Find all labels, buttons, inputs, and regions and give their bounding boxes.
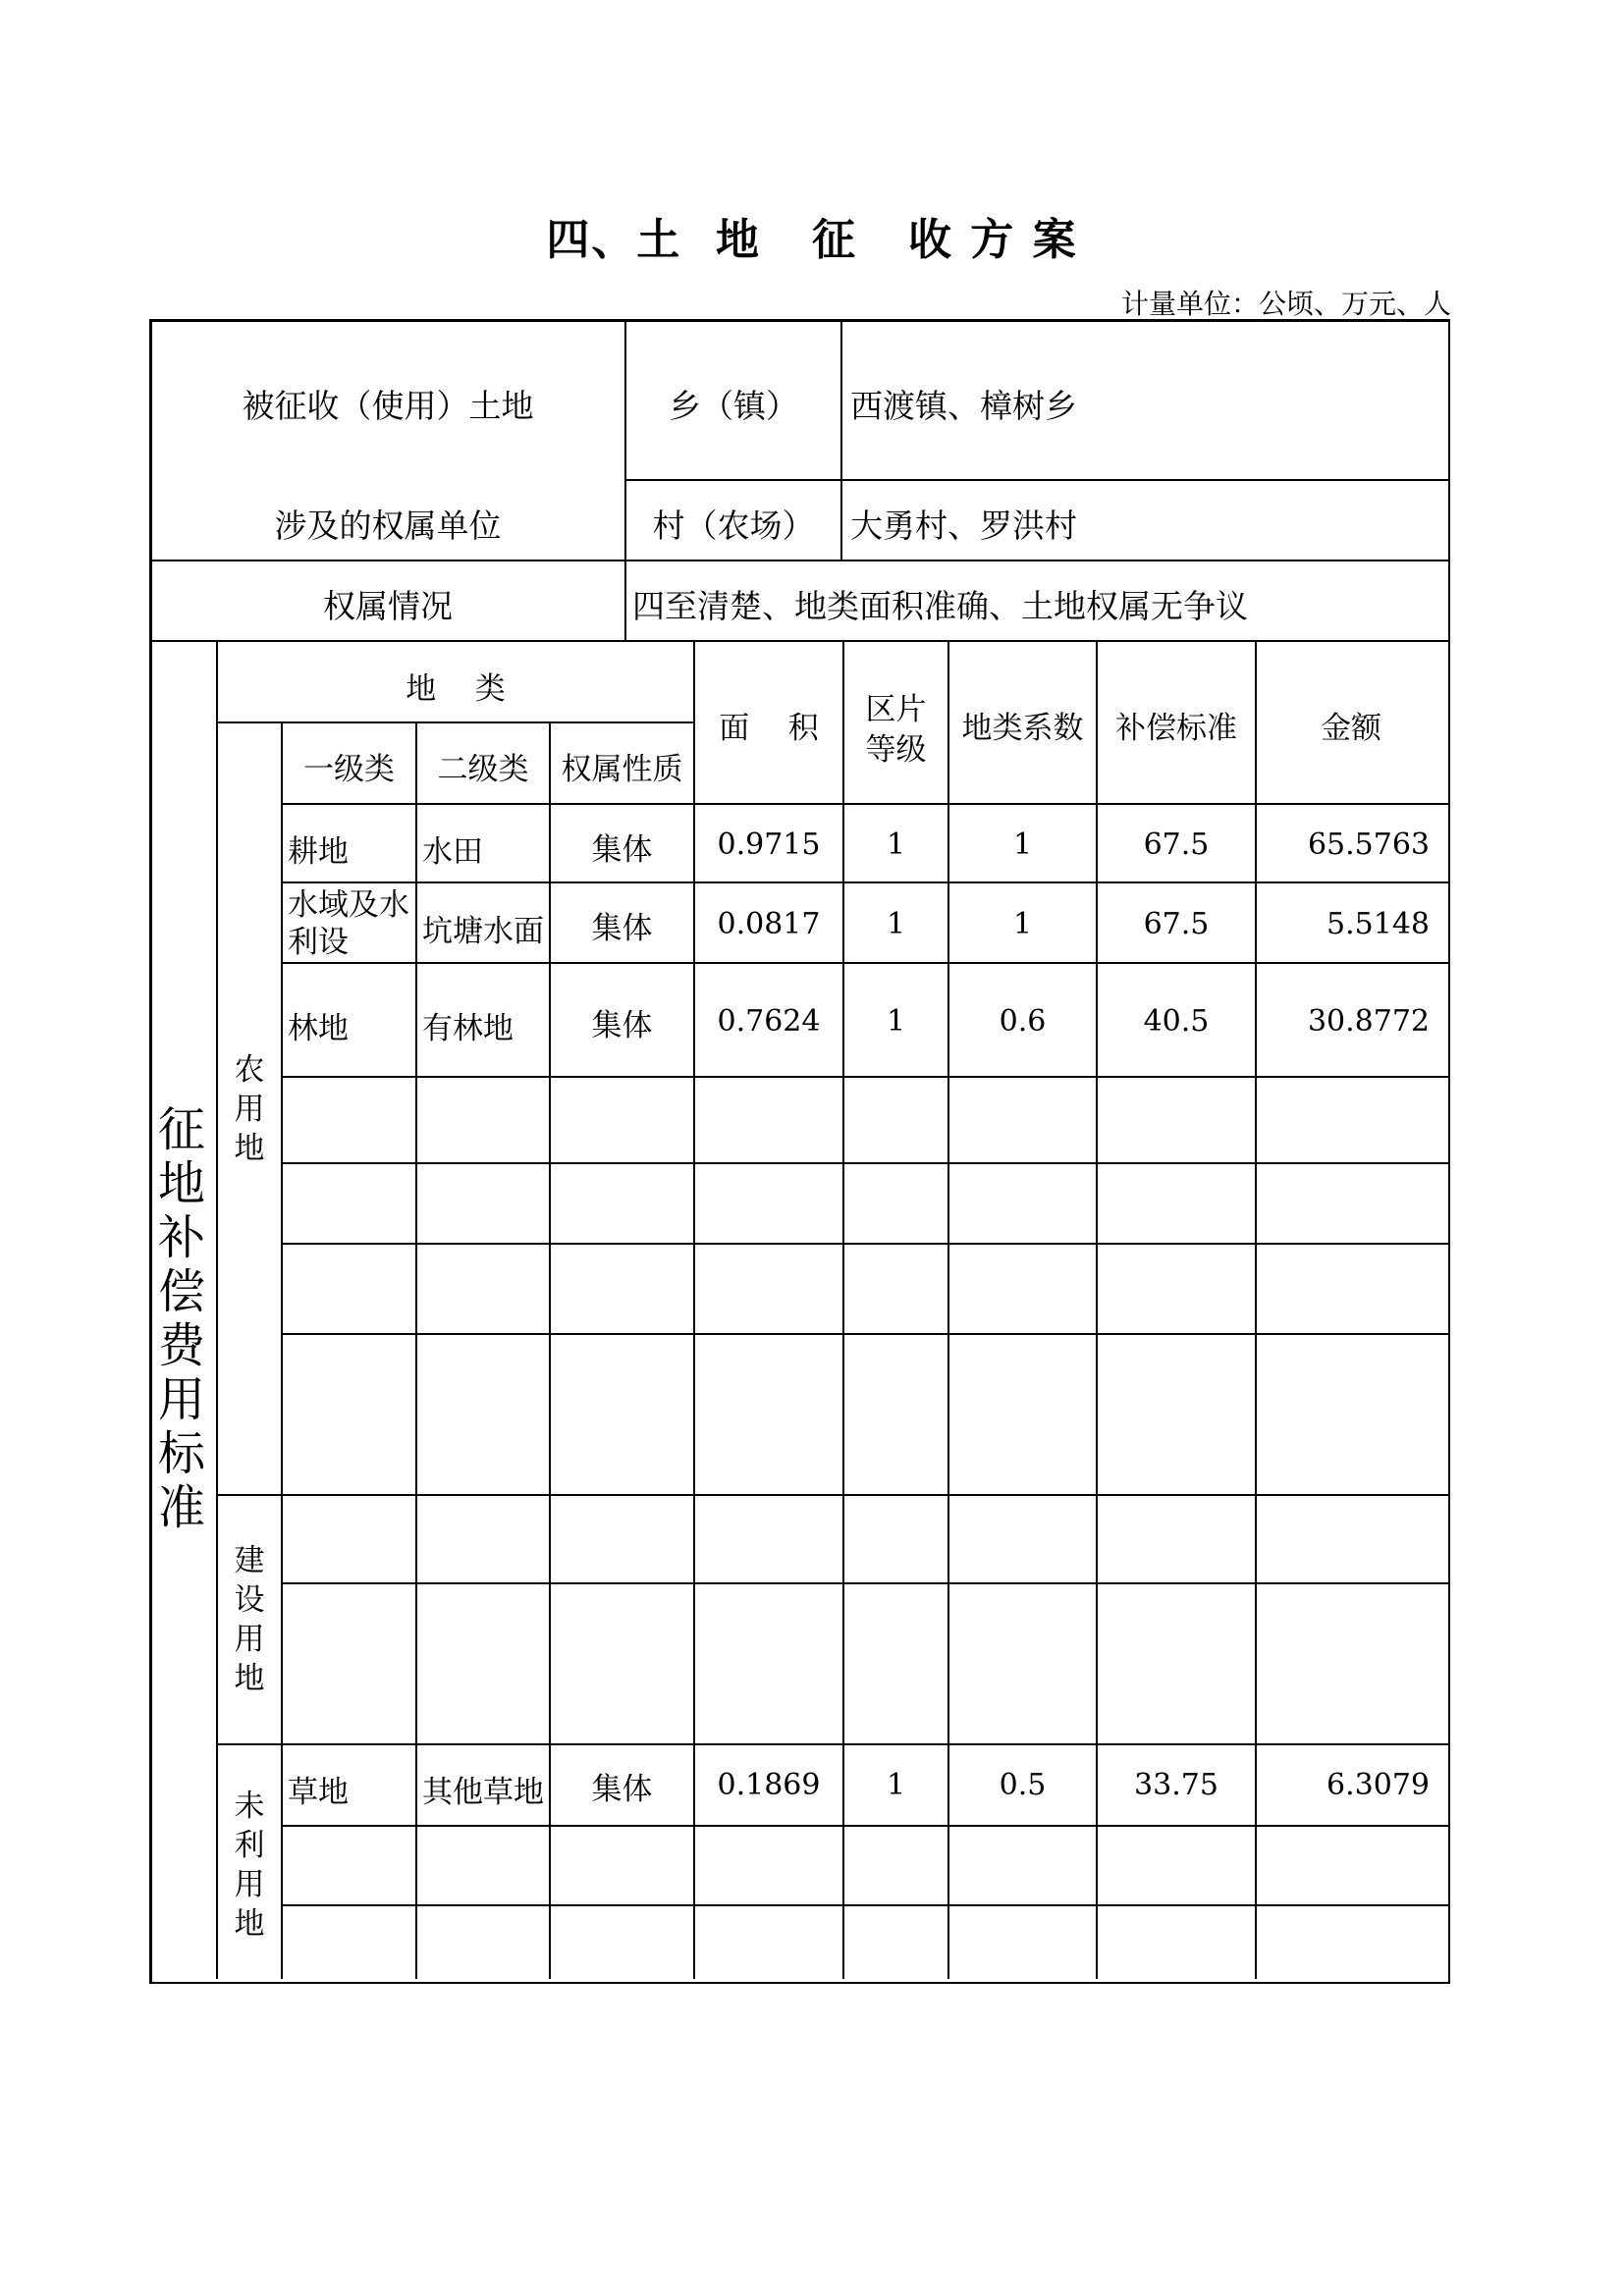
table-row-3-level1: 林地 xyxy=(288,1011,349,1046)
ownership-value: 四至清楚、地类面积准确、土地权属无争议 xyxy=(632,587,1248,625)
col-level2: 二级类 xyxy=(437,752,529,787)
table-row-4-area: 0.1869 xyxy=(717,1768,821,1802)
col-area: 面 积 xyxy=(719,711,819,746)
village-label: 村（农场） xyxy=(652,507,815,545)
table-row-4-standard: 33.75 xyxy=(1134,1768,1218,1802)
table-row-2-zone: 1 xyxy=(886,907,906,941)
table-row-1-amount: 65.5763 xyxy=(1307,828,1430,862)
table-row-2-amount: 5.5148 xyxy=(1326,907,1430,941)
table-row-2-standard: 67.5 xyxy=(1143,907,1210,941)
table-row-1-zone: 1 xyxy=(886,828,906,862)
township-value: 西渡镇、樟树乡 xyxy=(850,387,1077,425)
unit-note: 计量单位：公顷、万元、人 xyxy=(1120,288,1451,320)
ownership-label: 权属情况 xyxy=(323,587,453,625)
table-row-1-standard: 67.5 xyxy=(1143,828,1210,862)
table-row-3-ownership: 集体 xyxy=(591,1008,653,1043)
group-build: 建设用地 xyxy=(234,1543,265,1696)
table-row-3-amount: 30.8772 xyxy=(1307,1004,1430,1039)
col-amount: 金额 xyxy=(1321,711,1381,746)
table-row-1-coef: 1 xyxy=(1012,828,1033,862)
col-standard: 补偿标准 xyxy=(1115,711,1237,746)
table-row-4-level1: 草地 xyxy=(288,1775,349,1810)
table-row-4-zone: 1 xyxy=(886,1768,906,1802)
table-row-4-amount: 6.3079 xyxy=(1326,1768,1430,1802)
table-row-2-ownership: 集体 xyxy=(591,911,653,946)
table-row-4-level2: 其他草地 xyxy=(422,1775,544,1810)
table-row-3-zone: 1 xyxy=(886,1004,906,1039)
table-row-4-ownership: 集体 xyxy=(591,1772,653,1807)
land-label-line2: 涉及的权属单位 xyxy=(274,507,502,545)
township-label: 乡（镇） xyxy=(669,387,798,425)
table-row-1-area: 0.9715 xyxy=(717,828,821,862)
table-row-2-coef: 1 xyxy=(1012,907,1033,941)
side-label: 征地补偿费用标准 xyxy=(157,1102,205,1535)
table-row-2-area: 0.0817 xyxy=(717,907,821,941)
table-row-1-level2: 水田 xyxy=(422,834,483,870)
col-zone-line2: 等级 xyxy=(865,732,927,768)
col-level1: 一级类 xyxy=(303,752,395,787)
table-row-2-level1: 水域及水利设 xyxy=(288,887,409,960)
village-value: 大勇村、罗洪村 xyxy=(850,507,1077,545)
table-row-2-level2: 坑塘水面 xyxy=(422,914,544,949)
col-zone-line1: 区片 xyxy=(865,692,927,727)
land-label-line1: 被征收（使用）土地 xyxy=(242,387,534,425)
table-row-3-level2: 有林地 xyxy=(422,1011,514,1046)
table-row-1-level1: 耕地 xyxy=(288,834,349,870)
col-coef: 地类系数 xyxy=(961,711,1084,746)
table-row-3-coef: 0.6 xyxy=(999,1004,1047,1039)
land-type-header: 地 类 xyxy=(406,671,506,707)
table-row-3-area: 0.7624 xyxy=(717,1004,821,1039)
table-row-4-coef: 0.5 xyxy=(999,1768,1047,1802)
table-row-1-ownership: 集体 xyxy=(591,832,653,868)
group-unused: 未利用地 xyxy=(234,1789,265,1942)
group-agri: 农用地 xyxy=(234,1052,265,1166)
page-title: 四、土 地 征 收 方 案 xyxy=(546,215,1078,265)
col-ownership: 权属性质 xyxy=(561,752,683,787)
table-row-3-standard: 40.5 xyxy=(1143,1004,1210,1039)
